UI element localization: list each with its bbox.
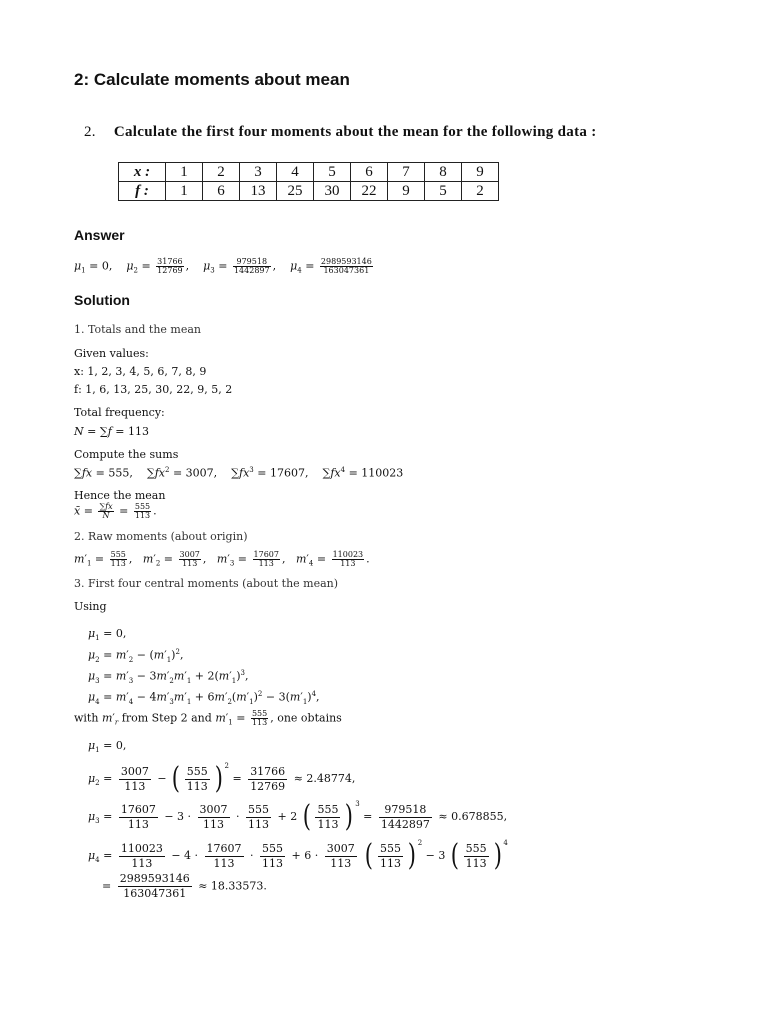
given-label: Given values: [74,347,149,360]
sum-fx3: 17607 [269,466,305,480]
step-2-title: 2. Raw moments (about origin) [74,530,248,543]
question-text [84,124,597,141]
page-title: 2: Calculate moments about mean [74,70,350,89]
table-cell: 3 [240,163,277,182]
mean-label: Hence the mean [74,489,166,502]
total-value: 113 [127,425,149,438]
table-cell: 2 [203,163,240,182]
using-label: Using [74,600,107,613]
table-cell: 5 [425,182,462,201]
f-label: f : [119,182,166,201]
table-cell: 5 [314,163,351,182]
table-cell: 1 [166,163,203,182]
result-mu4-value: = $\frac{2989593146}{163047361}$ ≈ 18.33573. [102,872,267,900]
sums-formula: ∑fx = 555, $\sum fx^2 = 3007$, $\sum fx^3 = 17607$, $\sum fx^4 = 110023$ [74,466,404,480]
total-formula: N = ∑f = 113 [74,425,149,438]
table-cell: 6 [203,182,240,201]
x-values: x: 1, 2, 3, 4, 5, 6, 7, 8, 9 [74,365,207,378]
answer-mu3: $\frac{979518}{1442897}$ [233,257,270,275]
raw-moments-formula: $m'_1$ = $\frac{555}{113}$ , $m'_2$ = $\frac{3007}{113}$ , $m'_3$ = $\frac{17607}{113}$ , $m'_4$ = $\frac{110023}{113}$ . [74,550,370,568]
table-cell: 9 [388,182,425,201]
question-body: Calculate the first four moments about the mean for the following data : [113,124,597,140]
step-3-title: 3. First four central moments (about the mean) [74,577,339,590]
table-cell: 30 [314,182,351,201]
answer-mu2: $\frac{31766}{12769}$ [157,257,183,275]
table-row [119,163,499,182]
sum-fx: 555 [108,466,130,480]
step-1-title: 1. Totals and the mean [74,323,202,336]
question-number: 2. [84,124,96,140]
table-cell: 2 [462,182,499,201]
data-table [118,162,499,201]
table-cell: 25 [277,182,314,201]
result-mu3: $\mu_3$ = $\frac{17607}{113}$ − 3 · $\frac{3007}{113}$ · $\frac{555}{113}$ + 2 ( $\frac{555}{113}$ ) $^3$ = $\frac{979518}{1442897}$ ≈ 0.678855, [88,799,508,834]
formula-mu4: $\mu_4 = m'_4 - 4m'_3m'_1 + 6m'_2(m'_1)^2 - 3(m'_1)^4$, [88,690,320,706]
mean-formula: x̄ = $\frac{\sum fx}{N}$ = $\frac{555}{113}$ . [74,502,157,520]
result-mu1: $\mu_1 = 0$, [88,739,127,755]
table-cell: 13 [240,182,277,201]
x-label: x : [119,163,166,182]
table-cell: 7 [388,163,425,182]
f-values: f: 1, 6, 13, 25, 30, 22, 9, 5, 2 [74,383,233,396]
with-text: with $m'_r$ from Step 2 and $m'_1$ = $\frac{555}{113}$ , one obtains [74,709,342,727]
table-cell: 4 [277,163,314,182]
answer-formula: $\mu_1 = 0$, $\mu_2$ = $\frac{31766}{12769}$ , $\mu_3$ = $\frac{979518}{1442897}$ , $\mu_4$ = $\frac{2989593146}{163047361}$ [74,257,372,275]
formula-mu1: $\mu_1 = 0$, [88,627,127,643]
table-cell: 9 [462,163,499,182]
table-cell: 8 [425,163,462,182]
answer-mu4: $\frac{2989593146}{163047361}$ [320,257,372,275]
sums-label: Compute the sums [74,448,179,461]
sum-fx2: 3007 [185,466,214,480]
table-cell: 6 [351,163,388,182]
table-cell: 22 [351,182,388,201]
table-cell: 1 [166,182,203,201]
result-mu4: $\mu_4$ = $\frac{110023}{113}$ − 4 · $\frac{17607}{113}$ · $\frac{555}{113}$ + 6 · $\frac{3007}{113}$ ( $\frac{555}{113}$ ) $^2$ − 3 ( $\frac{555}{113}$ ) $^4$ [88,838,508,873]
sum-fx4: 110023 [361,466,404,480]
result-mu2: $\mu_2$ = $\frac{3007}{113}$ − ( $\frac{555}{113}$ ) $^2$ = $\frac{31766}{12769}$ ≈ 2.48774, [88,761,356,796]
formula-mu3: $\mu_3 = m'_3 - 3m'_2m'_1 + 2(m'_1)^3$, [88,669,249,685]
answer-mu1: 0 [101,259,109,273]
total-label: Total frequency: [74,406,165,419]
table-row [119,182,499,201]
formula-mu2: $\mu_2 = m'_2 - (m'_1)^2$, [88,648,184,664]
solution-heading: Solution [74,292,130,308]
answer-heading: Answer [74,227,125,243]
